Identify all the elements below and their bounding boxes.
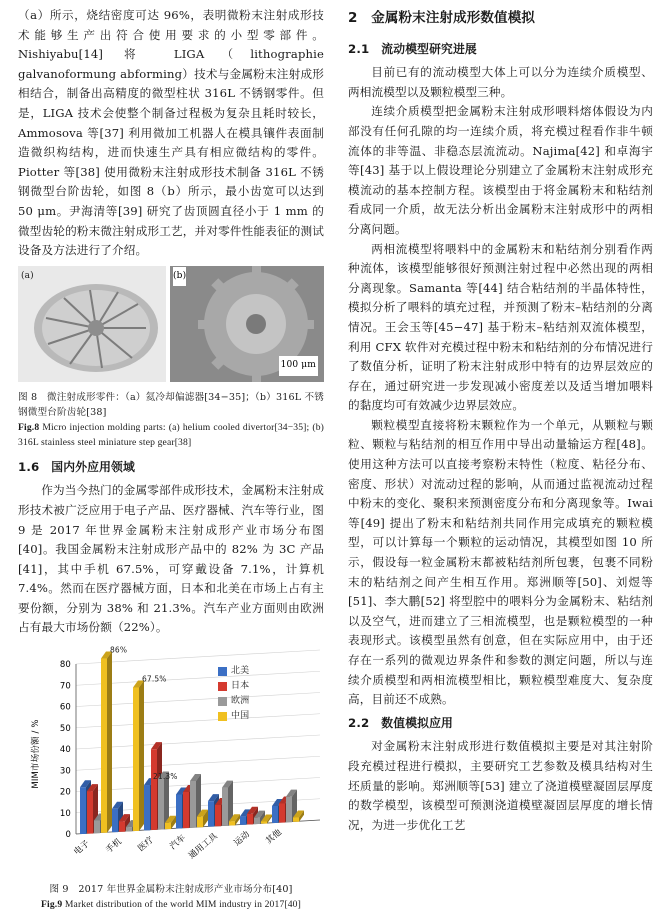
figure-8 <box>18 266 324 384</box>
section-1-6-heading: 1.6 国内外应用领域 <box>18 459 135 474</box>
bar <box>112 809 118 832</box>
x-category-label: 汽车 <box>168 833 188 852</box>
x-category-label: 运动 <box>232 829 252 849</box>
figure-9-caption-cn: 图 9 2017 年世界金属粉末注射成形产业市场分布[40] <box>49 884 293 896</box>
divertor-image <box>18 266 166 382</box>
section-2-heading: 2 金属粉末注射成形数值模拟 <box>348 10 535 26</box>
right-paragraph-3: 两相流模型将喂料中的金属粉末和粘结剂分别看作两种流体，该模型能够很好预测注射过程中必然出现的两相分离现象。Samanta 等[44] 结合粘结剂的半晶体特性，模拟分析了喂料的填充过程，并预测了粉末–粘结剂的分离情况。王会玉等[45−47] 基于粉末–粘结剂双流体模型，利用 CFX 软件对充模过程中粉末和粘结剂的分布情况进行了数值分析，证明了粉末注射成形中特有的边界层效应的存在，通过研究进一步发现减小密度差以及适当增加喂料的黏度均可有效减少边界层效应。 <box>348 241 653 413</box>
figure-9-caption-en <box>18 897 324 912</box>
right-paragraph-5: 对金属粉末注射成形进行数值模拟主要是对其注射阶段充模过程进行模拟，主要研究工艺参数及模具结构对生坯质量的影响。郑洲顺等[53] 建立了浇道模壁凝固层厚度的数学模型，该模型可预测浇道模壁凝固层厚度的增长情况，为进一步优化工艺 <box>348 739 653 832</box>
legend-label-cn: 中国 <box>231 711 250 722</box>
x-category-label: 医疗 <box>136 835 156 854</box>
left-column <box>18 6 324 912</box>
bar <box>222 788 228 826</box>
legend-item-cn <box>218 709 249 724</box>
legend-swatch-na <box>218 667 227 676</box>
legend-label-eu: 欧洲 <box>231 696 250 707</box>
bar <box>165 823 171 829</box>
gridline <box>76 693 320 707</box>
bar <box>176 795 182 829</box>
right-column <box>348 6 653 835</box>
bar <box>87 791 93 834</box>
right-paragraph-4: 颗粒模型直接将粉末颗粒作为一个单元，从颗粒与颗粒、颗粒与粘结剂的相互作用中导出动量输运方程[48]。使用这种方法可以直接考察粉末特性（粒度、粘径分布、密度、形状）对流动过程的影响，从而通过监视流动过程中粉末的变化、聚积来预测密度分布和分离现象等。Iwai 等[49] 提出了粉末和粘结剂共同作用完成填充的颗粒模型，可以计算每一个颗粒的运动情况，其模型如图 10 所示，假设每一粒金属粉末都被粘结剂所包裹，包裹不同粉末的粘结剂之间产生相互作用。郑洲顺等[50]、刘煜等[51]、李大鹏[52] 将型腔中的喂料分为金属粉末、粘结剂以及空气，进而建立了三相流模型，也是颗粒模型的一种表现形式。该模型虽然有创意，但在实际应用中，由于还存在一系列的微观边界条件和参数的测定问题，所以与连续介质模型和两相流模型相比，颗粒模型难度大、复杂度高，目前还不成熟。 <box>348 417 653 707</box>
figure-9-chart <box>18 642 324 880</box>
gridline <box>76 756 320 770</box>
data-annotation: 21.3% <box>153 772 178 782</box>
section-2-2-heading: 2.2 数值模拟应用 <box>348 715 453 730</box>
bar-side-face <box>139 681 144 831</box>
figure-8a-image <box>18 266 166 382</box>
scale-bar-label: 100 μm <box>279 356 318 376</box>
market-chart-svg <box>18 642 324 880</box>
legend-item-eu <box>218 694 249 709</box>
gridline <box>76 671 320 685</box>
data-annotation: 86% <box>110 645 128 655</box>
y-tick-label: 20 <box>59 787 71 798</box>
legend-item-jp <box>218 679 249 694</box>
section-2-1-heading: 2.1 流动模型研究进展 <box>348 41 477 56</box>
figure-8b-image <box>170 266 324 382</box>
y-tick-label: 10 <box>59 808 71 819</box>
left-paragraph-1: （a）所示，烧结密度可达 96%，表明微粉末注射成形技术能够生产出符合使用要求的小型零部件。Nishiyabu[14] 将 LIGA（lithographie galvanoformung abforming）技术与金属粉末注射成形相结合，制备出高精度的微型柱状 316L 不锈钢零件。但是，LIGA 技术会使整个制备过程极为复杂且耗时较长，Ammosova 等[37] 利用微加工机器人在模具镶件表面制造微织构结构，进而快速生产具有相应微结构的零件。Piotter 等[38] 使用微粉末注射成形技术制备 316L 不锈钢微型台阶齿轮，如图 8（b）所示，最小齿宽可以达到 50 μm。尹海清等[39] 研究了齿顶圆直径小于 1 mm 的微型齿轮的粉末微注射成形工艺，并对零件性能表征的测试设备及方法进行了介绍。 <box>18 8 324 258</box>
bar <box>229 821 235 825</box>
legend-label-na: 北美 <box>231 666 250 677</box>
bar <box>151 749 157 830</box>
bar <box>158 779 164 830</box>
y-tick-label: 30 <box>59 766 71 777</box>
bar <box>144 785 150 830</box>
bar <box>80 787 86 834</box>
x-category-label: 其他 <box>264 827 284 847</box>
bar <box>261 822 267 824</box>
data-annotation: 67.5% <box>142 674 167 684</box>
bar <box>247 814 253 825</box>
right-paragraph-1: 目前已有的流动模型大体上可以分为连续介质模型、两相流模型以及颗粒模型三种。 <box>348 65 653 99</box>
figure-8-caption-cn: 图 8 微注射成形零件：（a）氦冷却偏滤器[34−35]；（b）316L 不锈钢微型台阶齿轮[38] <box>18 391 324 418</box>
bar <box>208 801 214 827</box>
figure-8b-label: (b) <box>173 267 186 287</box>
bar <box>183 792 189 828</box>
bar <box>101 659 107 833</box>
bar <box>240 816 246 825</box>
x-category-label: 电子 <box>72 838 92 858</box>
y-tick-label: 0 <box>65 830 71 841</box>
legend-label-jp: 日本 <box>231 681 250 692</box>
x-category-label: 通用工具 <box>186 831 220 862</box>
bar <box>215 805 221 826</box>
y-axis-label: MIM市场份额 / % <box>31 719 41 789</box>
bar <box>133 688 139 831</box>
bar <box>286 797 292 823</box>
y-tick-label: 60 <box>59 702 71 713</box>
bar <box>279 804 285 823</box>
bar <box>254 818 260 824</box>
figure-8-caption-en <box>18 420 324 450</box>
left-paragraph-2: 作为当今热门的金属零部件成形技术，金属粉末注射成形技术被广泛应用于电子产品、医疗器械、汽车等行业，图 9 是 2017 年世界金属粉末注射成形产业市场分布图[40]。我国金属粉末注射成形产品中的 82% 为 3C 产品[41]，其中手机 67.5%，可穿戴设备 7.1%，计算机 7.4%。然而在医疗器械方面，日本和北美在市场上占有主要份额，分别为 38% 和 21.3%。汽车产业方面则由欧洲占有最大市场份额（22%）。 <box>18 483 324 635</box>
legend-swatch-jp <box>218 682 227 691</box>
bar <box>190 781 196 828</box>
figure-9-label-en: Fig.9 <box>41 899 63 911</box>
legend-item-na <box>218 664 249 679</box>
figure-8-label-en: Fig.8 <box>18 421 40 433</box>
right-paragraph-2: 连续介质模型把金属粉末注射成形喂料熔体假设为内部没有任何孔隙的均一连续介质，将充模过程看作非牛顿流体的非等温、非稳态层流流动。Najima[42] 和卓海宇等[43] 基于以上假设理论分别建立了金属粉末注射成形充模流动的基本控制方程。该模型由于将金属粉末和粘结剂看成同一介质，故无法分析出金属粉末注射成形中的两相分离问题。 <box>348 104 653 236</box>
figure-9-caption-en-text: Market distribution of the world MIM industry in 2017[40] <box>64 899 301 911</box>
chart-legend <box>218 664 249 724</box>
y-tick-label: 70 <box>59 681 71 692</box>
figure-8-caption-en-text: Micro injection molding parts: (a) helium cooled divertor[34−35]; (b) 316L stainless steel miniature step gear[38] <box>18 421 324 448</box>
bar <box>197 817 203 828</box>
y-tick-label: 50 <box>59 723 71 734</box>
bar <box>119 821 125 832</box>
legend-swatch-cn <box>218 712 227 721</box>
bar <box>293 818 299 822</box>
bar-side-face <box>107 652 112 833</box>
bar <box>272 806 278 823</box>
figure-8a-label: (a) <box>21 270 34 281</box>
bar <box>126 827 132 831</box>
x-category-label: 手机 <box>104 836 124 856</box>
gridline <box>76 735 320 749</box>
y-tick-label: 80 <box>59 660 71 671</box>
y-tick-label: 40 <box>59 745 71 756</box>
gridline <box>76 714 320 728</box>
legend-swatch-eu <box>218 697 227 706</box>
bar <box>94 821 100 834</box>
